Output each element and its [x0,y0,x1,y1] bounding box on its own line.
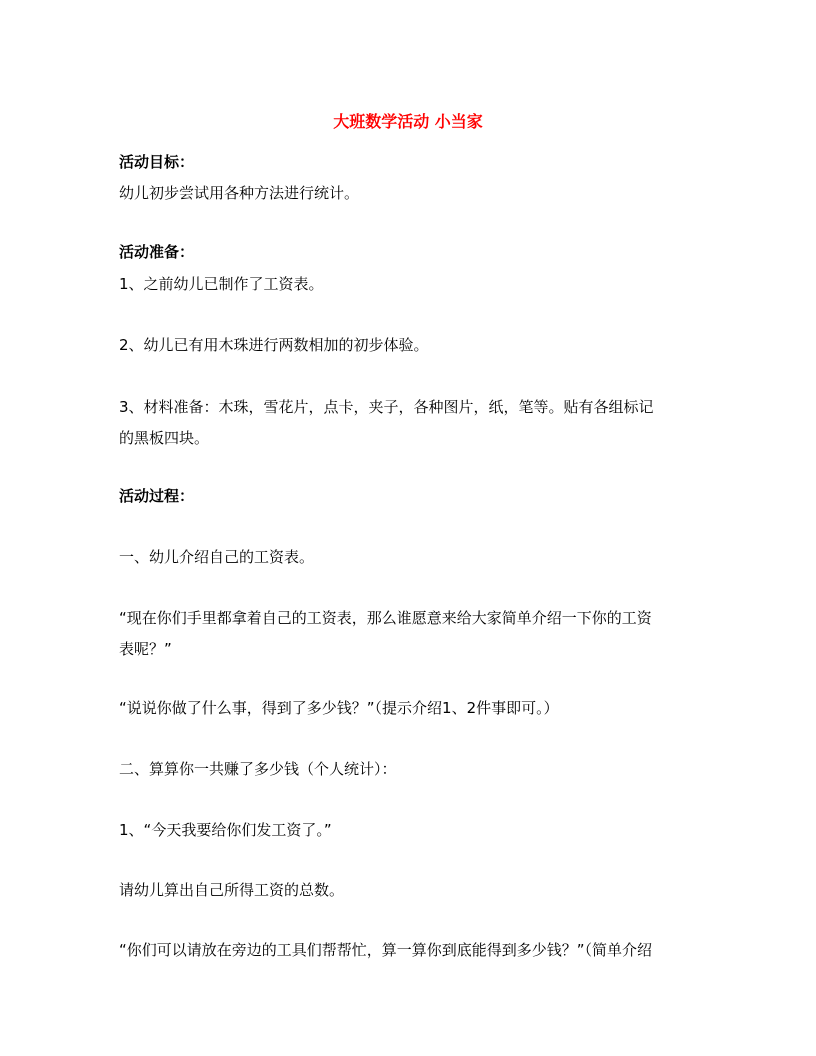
prep-heading: 活动准备： [119,243,195,261]
prep-item: 3、材料准备：木珠，雪花片，点卡，夹子，各种图片，纸，笔等。贴有各组标记 [119,398,654,416]
process-line: “说说你做了什么事，得到了多少钱？”（提示介绍1、2件事即可。） [119,699,559,717]
process-line: 表呢？” [119,640,172,658]
process-line: 请幼儿算出自己所得工资的总数。 [119,881,345,899]
prep-item: 1、之前幼儿已制作了工资表。 [119,275,324,293]
process-line: “现在你们手里都拿着自己的工资表，那么谁愿意来给大家简单介绍一下你的工资 [119,609,652,627]
document-title: 大班数学活动 小当家 [333,112,483,131]
process-line: 1、“今天我要给你们发工资了。” [119,821,332,839]
goal-heading: 活动目标： [119,153,195,171]
prep-item-continued: 的黑板四块。 [119,429,210,447]
process-heading: 活动过程： [119,487,195,505]
process-line: 二、算算你一共赚了多少钱（个人统计）： [119,760,397,778]
goal-text: 幼儿初步尝试用各种方法进行统计。 [119,184,360,202]
process-line: 一、幼儿介绍自己的工资表。 [119,548,315,566]
process-line: “你们可以请放在旁边的工具们帮帮忙，算一算你到底能得到多少钱？”（简单介绍 [119,941,653,959]
prep-item: 2、幼儿已有用木珠进行两数相加的初步体验。 [119,336,429,354]
